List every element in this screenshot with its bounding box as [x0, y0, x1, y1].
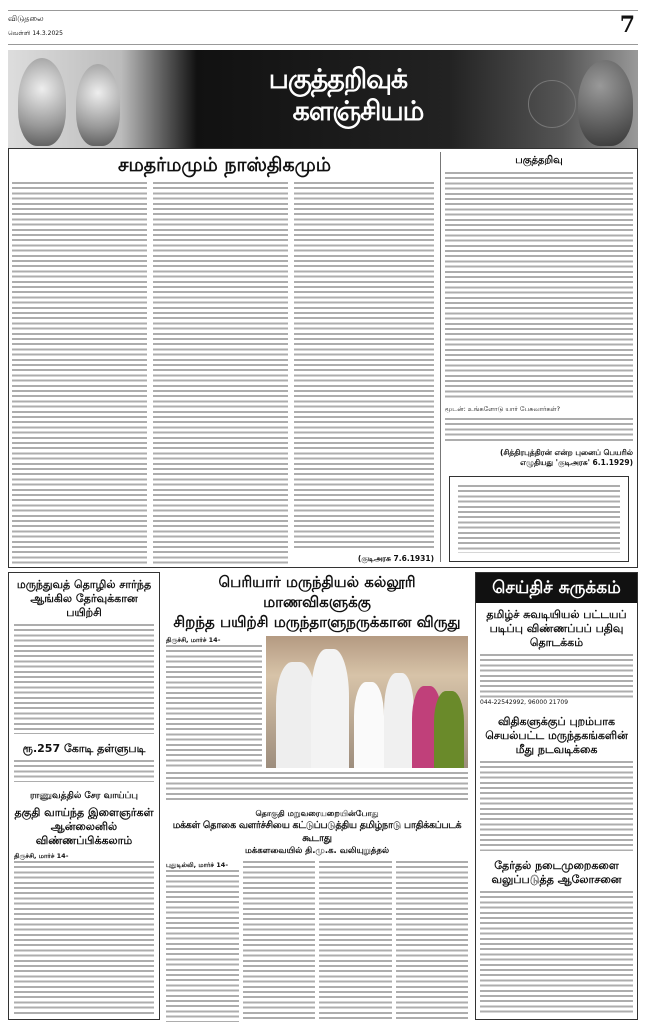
article-body: [480, 654, 633, 698]
portrait-image: [76, 64, 120, 146]
person-figure: [384, 673, 414, 768]
article-body: [445, 172, 633, 401]
person-figure: [311, 649, 349, 768]
person-figure: [354, 682, 384, 768]
article-body: [14, 624, 154, 734]
banner-title-line: களஞ்சியம்: [292, 96, 424, 127]
sidebar-feature-title: பகுத்தறிவு: [515, 155, 563, 166]
portrait-image: [18, 58, 66, 146]
article-body: [14, 760, 154, 782]
quote-box: [449, 476, 629, 562]
feature-signature: (குடிஅரசு 7.6.1931): [357, 554, 434, 563]
center-column: [163, 572, 471, 1022]
thinker-statue-image: [578, 60, 633, 146]
brief-title: தமிழ்ச் சுவடியியல் பட்டயப் படிப்பு விண்ணப்பப் பதிவு தொடக்கம்: [486, 608, 627, 649]
top-rule: [8, 10, 638, 11]
headline-line: பெரியார் மருந்தியல் கல்லூரி மாணவிகளுக்கு: [218, 573, 416, 611]
dateline: புதுடில்லி, மார்ச் 14-: [166, 861, 229, 869]
article-body: [480, 761, 633, 851]
story-title: தகுதி வாய்ந்த இளைஞர்கள் ஆன்லைனில் விண்ணப்பிக்கலாம்: [14, 806, 154, 847]
contact-numbers: 044-22542992, 96000 21709: [480, 699, 569, 706]
center-headline: [166, 572, 468, 632]
qa-question: மூடன்: உங்களோடு யார் பேசுவார்கள்?: [445, 405, 561, 413]
sidebar-feature: [445, 154, 633, 562]
story-headline: மக்கள் தொகை வளர்ச்சியை கட்டுப்படுத்திய தமிழ்நாடு பாதிக்கப்படக் கூடாது: [172, 820, 462, 844]
sidebar-signature: (சித்திரபுத்திரன் என்ற புனைப் பெயரில்: [499, 448, 633, 457]
left-column: [8, 572, 160, 1020]
story-kicker: ராணுவத்தில் சேர வாய்ப்பு: [29, 791, 139, 801]
dateline: திருச்சி, மார்ச் 14-: [14, 852, 69, 860]
brief-title: தேர்தல் நடைமுறைகளை வலுப்படுத்த ஆலோசனை: [491, 859, 622, 886]
feature-title: சமதர்மமும் நாஸ்திகமும்: [117, 154, 332, 176]
person-figure: [276, 662, 316, 768]
section-banner: [8, 50, 638, 148]
masthead-rule: [8, 44, 638, 45]
person-figure: [434, 691, 464, 768]
dateline: திருச்சி, மார்ச் 14-: [166, 636, 221, 644]
atom-logo-icon: [528, 80, 576, 128]
column-rule: [440, 152, 441, 562]
article-body: [243, 861, 316, 1022]
banner-title-line: பகுத்தறிவுக்: [268, 64, 408, 95]
story-title: ரூ.257 கோடி தள்ளுபடி: [22, 742, 146, 755]
news-brief-title: செய்திச் சுருக்கம்: [476, 573, 637, 603]
headline-line: சிறந்த பயிற்சி மருந்தாளுநருக்கான விருது: [173, 613, 461, 631]
article-body: [445, 418, 633, 444]
page-number: 7: [619, 12, 635, 38]
article-body: [14, 861, 154, 1014]
brief-title: விதிகளுக்குப் புறம்பாக செயல்பட்ட மருந்தகங்களின் மீது நடவடிக்கை: [485, 715, 628, 756]
article-body: [480, 891, 633, 1014]
article-body: [294, 182, 434, 550]
paper-name: விடுதலை: [8, 14, 44, 23]
article-body: [319, 861, 392, 1022]
news-brief-column: [475, 572, 638, 1020]
article-body: [166, 645, 262, 768]
award-photo: [266, 636, 468, 768]
quote-text: [458, 485, 620, 553]
article-body: [396, 861, 469, 1022]
sidebar-signature: எழுதியது 'குடிஅரசு' 6.1.1929): [520, 458, 633, 467]
article-body: [153, 182, 288, 564]
article-body: [166, 772, 468, 802]
issue-date: வெள்ளி 14.3.2025: [8, 30, 63, 37]
story-kicker: தொகுதி மறுவரையறையின்போது: [255, 809, 379, 818]
story-title: மருந்துவத் தொழில் சார்ந்த ஆங்கில தேர்வுக்கான பயிற்சி: [16, 578, 152, 619]
feature-article: [12, 152, 437, 564]
story-subhead: மக்களவையில் தி.மு.க. வலியுறுத்தல்: [244, 846, 390, 856]
article-body: [166, 870, 239, 1022]
article-body: [12, 182, 147, 564]
banner-title: [158, 64, 518, 128]
